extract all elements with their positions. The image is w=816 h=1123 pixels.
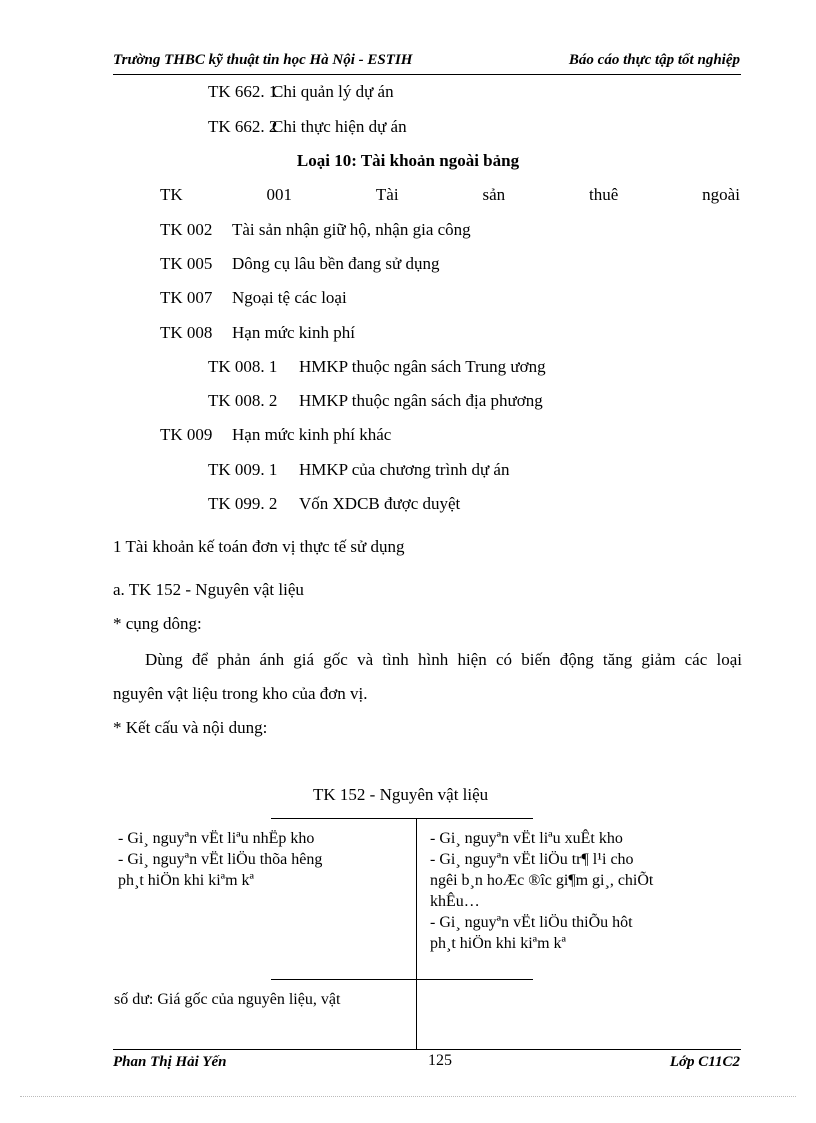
word: Tài [375, 185, 399, 204]
t-account-title: TK 152 - Nguyên vật liệu [313, 785, 489, 804]
credit-line: khÊu… [430, 893, 480, 910]
account-name: Hạn mức kinh phí [232, 323, 356, 342]
account-code: TK 009 [160, 425, 213, 444]
account-code: TK 008. 2 [208, 391, 278, 410]
credit-line: ph¸t hiÖn khi kiªm kª [430, 935, 566, 952]
account-code: TK 002 [160, 220, 213, 239]
word: 001 [266, 185, 293, 204]
tk001-line [160, 185, 740, 205]
footer-rule [113, 1049, 741, 1050]
credit-line: - Gi¸ nguyªn vËt liÖu tr¶ l¹i cho [430, 851, 634, 868]
section-title: Loại 10: Tài khoản ngoài bảng [296, 151, 520, 170]
credit-line: - Gi¸ nguyªn vËt liªu xuÊt kho [430, 830, 623, 847]
account-name: Hạn mức kinh phí khác [232, 425, 392, 444]
debit-line: - Gi¸ nguyªn vËt liÖu thõa hêng [118, 851, 323, 868]
account-name: Dông cụ lâu bền đang sử dụng [232, 254, 440, 273]
body-heading: 1 Tài khoản kế toán đơn vị thực tế sử dụng [113, 537, 405, 556]
account-code: TK 009. 1 [208, 460, 278, 479]
body-subheading: a. TK 152 - Nguyên vật liệu [113, 580, 304, 599]
page-number: 125 [428, 1052, 452, 1069]
t-account-balance: số dư: Giá gốc của nguyên liệu, vật [114, 991, 341, 1008]
t-account-debit [118, 828, 410, 891]
account-name: Tài sản nhận giữ hộ, nhận gia công [232, 220, 471, 239]
body-paragraph-line: nguyên vật liệu trong kho của đơn vị. [113, 684, 368, 703]
account-name: HMKP của chương trình dự án [299, 460, 510, 479]
page-bottom-dotted-line [20, 1096, 796, 1097]
t-account-credit [430, 828, 718, 954]
account-code: TK 008 [160, 323, 213, 342]
body-paragraph-line: Dùng để phản ánh giá gốc và tình hình hiện có biến động tăng giảm các loại [145, 650, 742, 669]
word: thuê [589, 185, 619, 204]
t-account-mid-rule [271, 979, 533, 980]
account-code: TK 005 [160, 254, 213, 273]
header-report-title: Báo cáo thực tập tốt nghiệp [568, 52, 740, 68]
word: ngoài [702, 185, 740, 204]
footer-class: Lớp C11C2 [669, 1054, 740, 1070]
footer-author: Phan Thị Hải Yến [113, 1054, 227, 1070]
body-label: * cụng dông: [113, 614, 202, 633]
account-code: TK 008. 1 [208, 357, 278, 376]
header-school: Trường THBC kỹ thuật tin học Hà Nội - ESTIH [113, 52, 413, 68]
debit-line: ph¸t hiÖn khi kiªm kª [118, 872, 254, 889]
account-code: TK 007 [160, 288, 213, 307]
account-name: HMKP thuộc ngân sách Trung ương [299, 357, 546, 376]
word: TK [160, 185, 183, 204]
account-code: TK 662. 2 [208, 117, 278, 136]
header-rule [113, 74, 741, 75]
account-name: Chi quản lý dự án [272, 82, 394, 101]
account-code: TK 662. 1 [208, 82, 278, 101]
account-name: Ngoại tệ các loại [232, 288, 347, 307]
credit-line: - Gi¸ nguyªn vËt liÖu thiÕu hôt [430, 914, 633, 931]
account-code: TK 099. 2 [208, 494, 278, 513]
t-account-divider [416, 819, 417, 1049]
t-account-credit-clip [418, 819, 718, 960]
body-label: * Kết cấu và nội dung: [113, 718, 268, 737]
account-name: Chi thực hiện dự án [272, 117, 407, 136]
account-name: HMKP thuộc ngân sách địa phương [299, 391, 543, 410]
debit-line: - Gi¸ nguyªn vËt liªu nhËp kho [118, 830, 315, 847]
credit-line: ngêi b¸n hoÆc ®îc gi¶m gi¸, chiÕt [430, 872, 654, 889]
word: sản [482, 185, 506, 204]
account-name: Vốn XDCB được duyệt [299, 494, 461, 513]
